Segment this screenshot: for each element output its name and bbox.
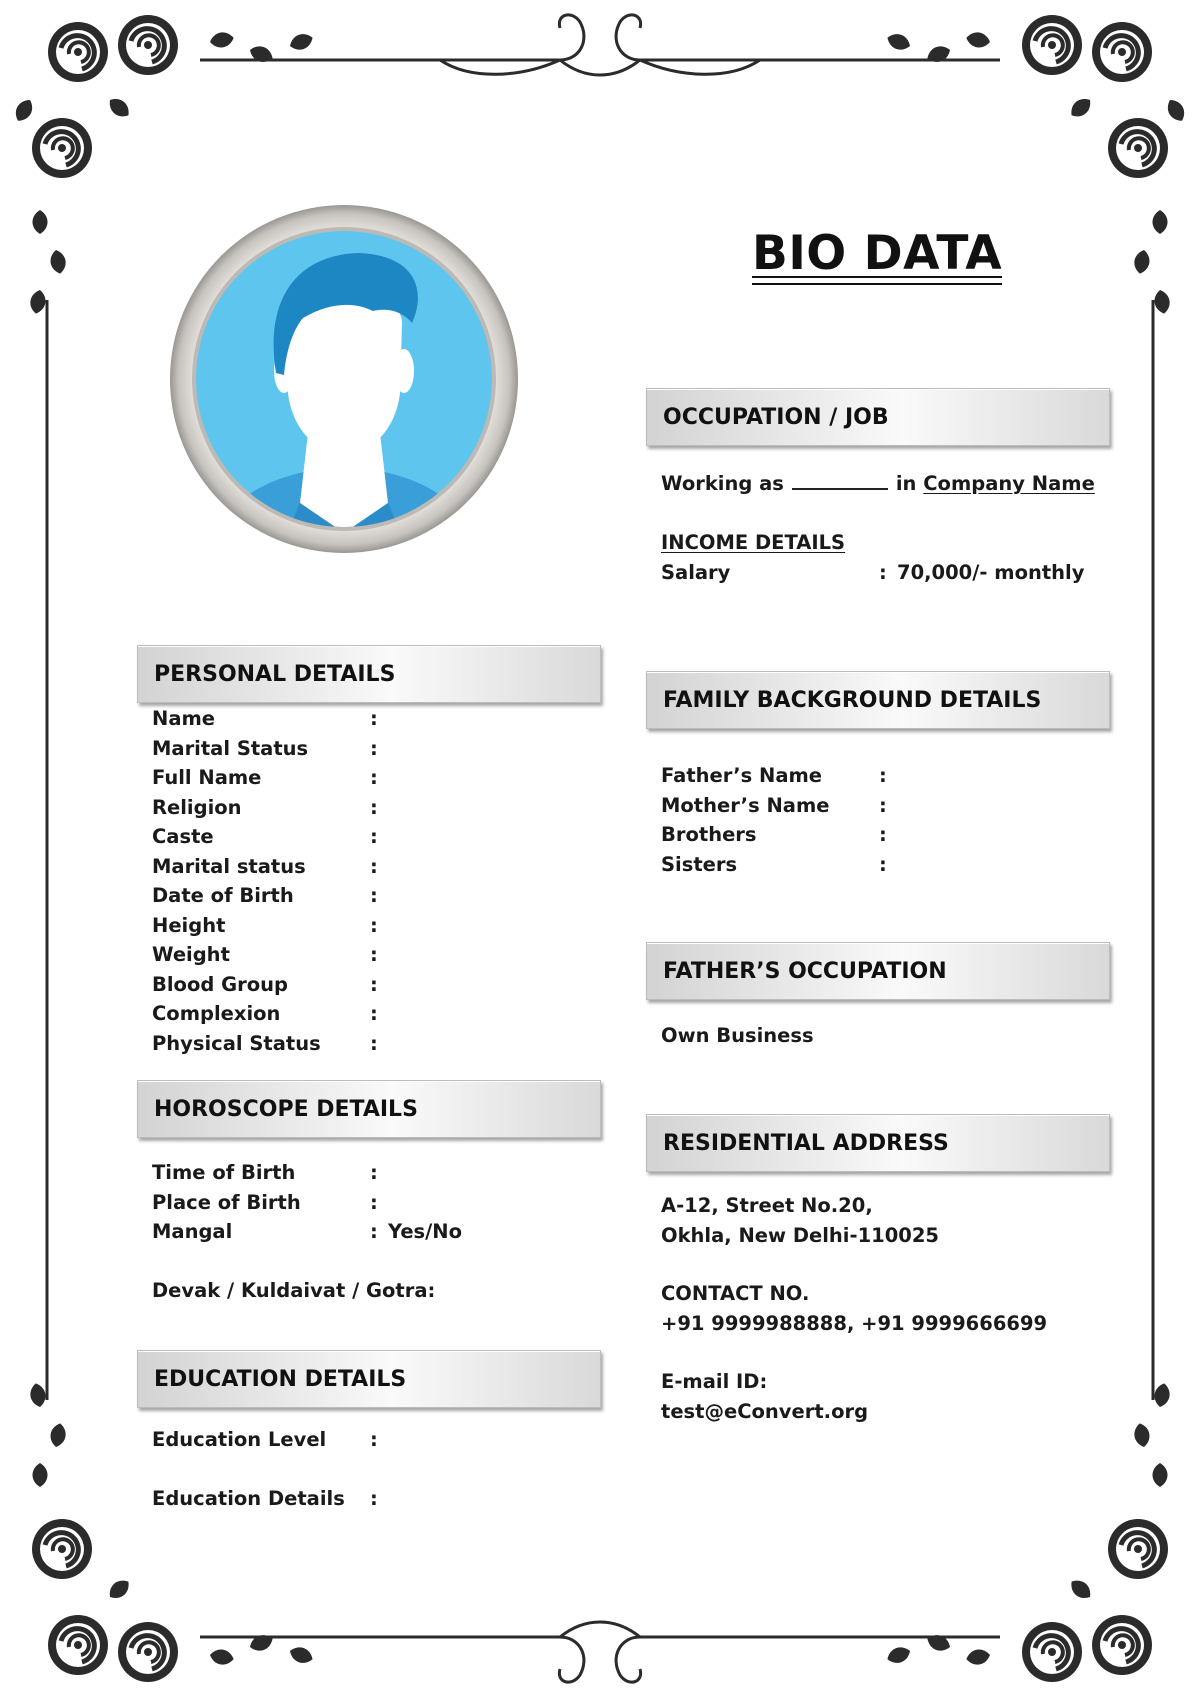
field-sep: : — [370, 1190, 378, 1214]
father-occupation-value: Own Business — [661, 1024, 814, 1047]
field-sep: : — [370, 943, 378, 966]
field-sep: : — [370, 795, 378, 819]
address-heading-text: RESIDENTIAL ADDRESS — [663, 1130, 949, 1156]
working-as-blank[interactable] — [792, 474, 888, 490]
address-line-1: A-12, Street No.20, — [661, 1194, 873, 1217]
field-label: Place of Birth — [152, 1190, 301, 1214]
personal-heading-text: PERSONAL DETAILS — [154, 661, 396, 687]
address-heading — [646, 1114, 1110, 1172]
email-value[interactable]: test@eConvert.org — [661, 1399, 869, 1423]
field-label: Name — [152, 707, 216, 730]
field-label: Caste — [152, 825, 214, 848]
education-heading-text: EDUCATION DETAILS — [154, 1366, 407, 1392]
contact-value[interactable]: +91 9999988888, +91 9999666699 — [661, 1311, 1048, 1335]
field-sep: : — [370, 825, 378, 848]
working-as-label: Working as — [661, 472, 784, 495]
address-line-2: Okhla, New Delhi-110025 — [661, 1223, 939, 1247]
family-heading — [646, 671, 1110, 729]
field-label: Brothers — [661, 823, 757, 846]
salary-row — [661, 561, 1121, 590]
field-sep: : — [370, 854, 378, 878]
profile-photo-placeholder[interactable] — [168, 203, 520, 555]
horoscope-heading-text: HOROSCOPE DETAILS — [154, 1096, 418, 1122]
field-label: Time of Birth — [152, 1161, 296, 1184]
field-sep: : — [370, 1428, 378, 1451]
horoscope-heading — [137, 1080, 601, 1138]
horoscope-row — [152, 1191, 592, 1220]
field-sep: : — [370, 884, 378, 907]
field-sep: : — [370, 766, 378, 789]
email-heading: E-mail ID: — [661, 1370, 768, 1393]
field-sep: : — [370, 1031, 378, 1055]
father-occupation-heading — [646, 942, 1110, 1000]
field-sep: : — [370, 913, 378, 937]
field-sep: : — [370, 1220, 378, 1243]
personal-heading — [137, 645, 601, 703]
horoscope-row — [152, 1161, 592, 1190]
income-heading: INCOME DETAILS — [661, 531, 846, 554]
field-label: Marital status — [152, 854, 306, 878]
field-label: Sisters — [661, 852, 738, 876]
gotra-label: Devak / Kuldaivat / Gotra: — [152, 1279, 436, 1302]
field-sep: : — [370, 736, 378, 760]
contact-heading: CONTACT NO. — [661, 1282, 810, 1305]
salary-label: Salary — [661, 561, 731, 584]
working-as-line — [661, 472, 1095, 495]
field-label: Father’s Name — [661, 764, 823, 787]
field-sep: : — [370, 707, 378, 730]
field-label: Religion — [152, 795, 242, 819]
field-sep: : — [879, 793, 887, 817]
page-title: BIO DATA — [752, 226, 1003, 281]
occupation-heading-text: OCCUPATION / JOB — [663, 404, 889, 430]
company-name: Company Name — [923, 472, 1095, 495]
field-sep: : — [879, 764, 887, 787]
field-sep: : — [370, 972, 378, 996]
field-label: Physical Status — [152, 1031, 321, 1055]
field-label: Mangal — [152, 1220, 233, 1243]
field-label: Height — [152, 913, 226, 937]
salary-value: 70,000/- monthly — [897, 561, 1085, 584]
field-label: Date of Birth — [152, 884, 294, 907]
occupation-heading — [646, 388, 1110, 446]
field-label: Weight — [152, 943, 230, 966]
horoscope-row — [152, 1220, 592, 1249]
field-sep: : — [370, 1002, 378, 1025]
field-sep: : — [370, 1487, 378, 1510]
field-label: Education Details — [152, 1487, 345, 1510]
father-occupation-heading-text: FATHER’S OCCUPATION — [663, 958, 947, 984]
working-in-label: in — [895, 472, 917, 495]
education-heading — [137, 1350, 601, 1408]
field-sep: : — [879, 823, 887, 846]
field-label: Education Level — [152, 1428, 327, 1451]
field-label: Complexion — [152, 1002, 281, 1025]
field-sep: : — [879, 852, 887, 876]
mangal-value: Yes/No — [388, 1220, 463, 1243]
field-label: Blood Group — [152, 972, 288, 996]
field-label: Mother’s Name — [661, 793, 830, 817]
family-heading-text: FAMILY BACKGROUND DETAILS — [663, 687, 1042, 713]
field-sep: : — [370, 1161, 378, 1184]
salary-sep: : — [879, 561, 887, 584]
field-label: Full Name — [152, 766, 262, 789]
field-label: Marital Status — [152, 736, 309, 760]
